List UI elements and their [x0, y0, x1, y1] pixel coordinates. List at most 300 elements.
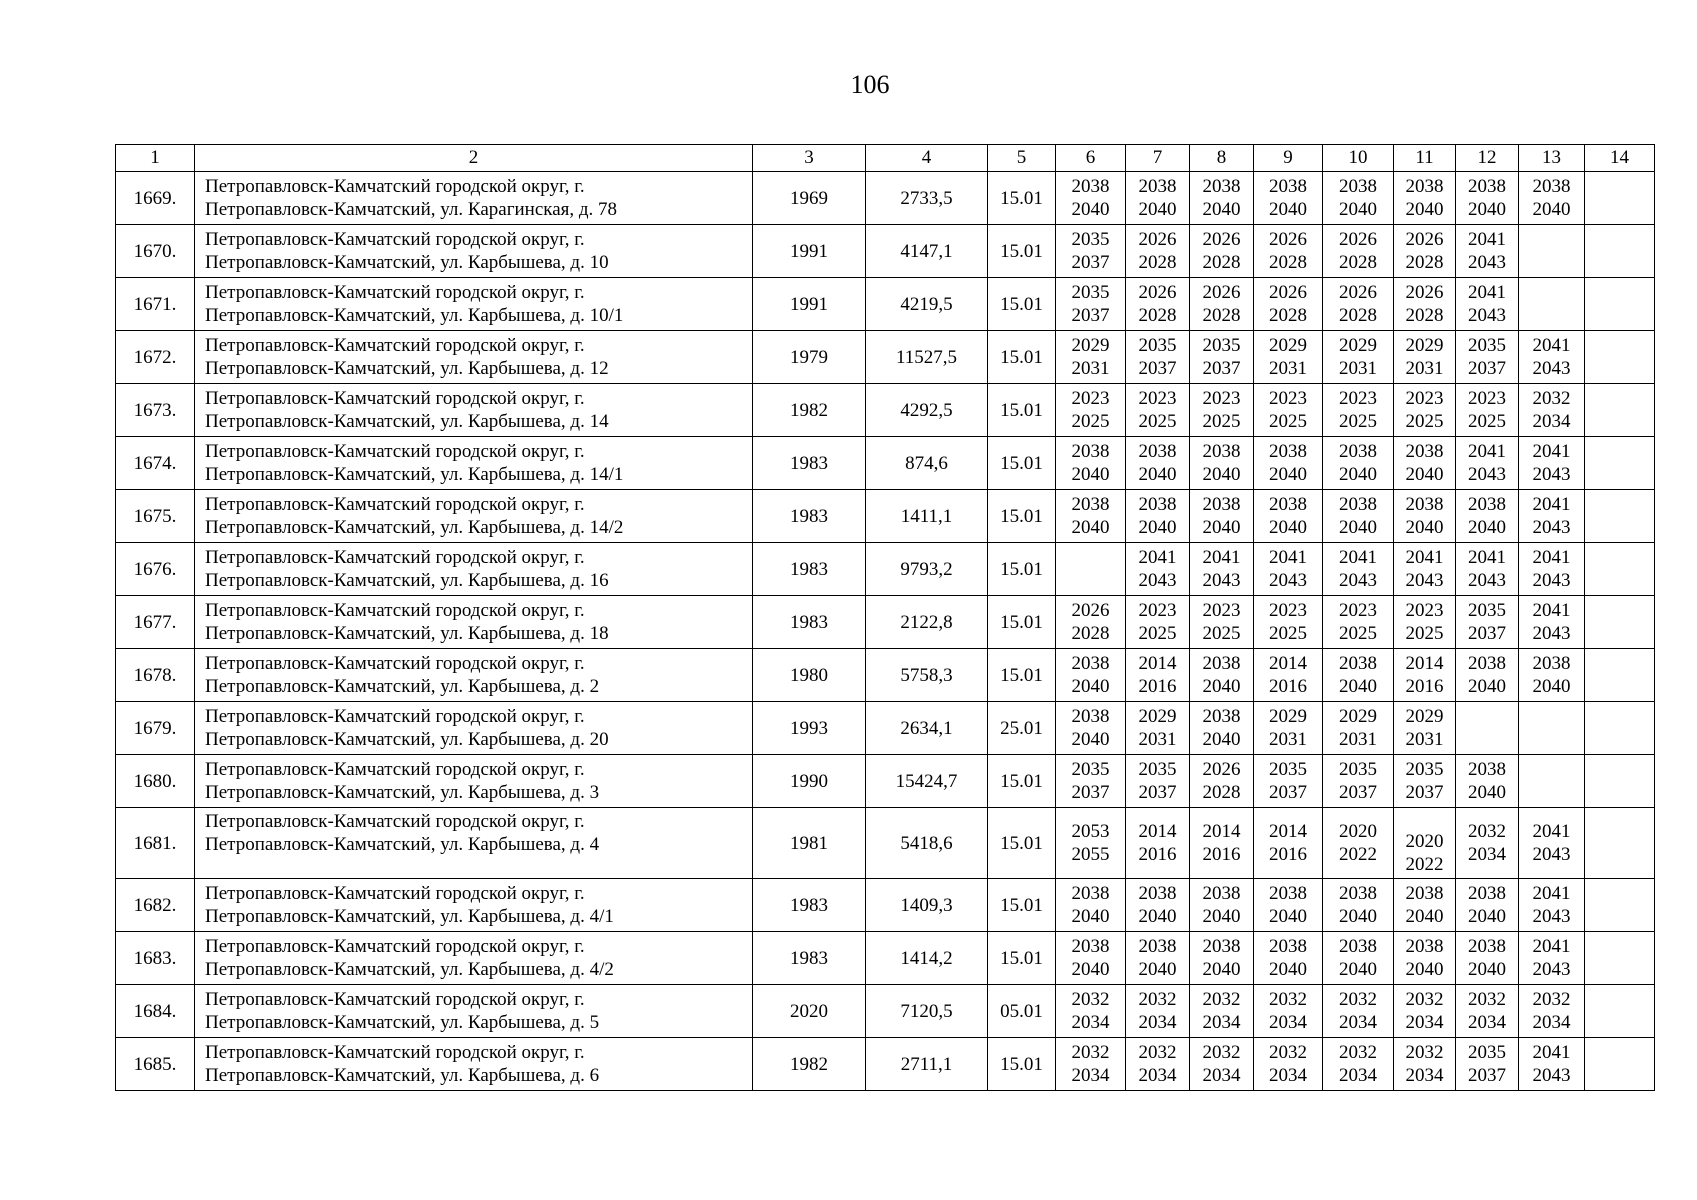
column-header: 5	[988, 145, 1056, 172]
row-number-cell	[116, 702, 195, 755]
period-cell	[1394, 331, 1456, 384]
code-cell	[988, 702, 1056, 755]
build-year: 1990	[790, 770, 828, 792]
period-year: 2038	[1202, 176, 1241, 197]
period-cell	[1190, 808, 1254, 879]
period-year: 2023	[1269, 388, 1307, 409]
build-year: 1983	[790, 947, 828, 969]
code-value: 25.01	[1000, 717, 1043, 739]
address-line: Петропавловск-Камчатский городской округ, г.	[205, 547, 585, 568]
column-header: 2	[195, 145, 753, 172]
period-year: 2032	[1202, 1042, 1241, 1063]
code-cell	[988, 278, 1056, 331]
period-year: 2034	[1269, 1012, 1307, 1033]
period-cell	[1323, 1038, 1394, 1091]
period-year: 2038	[1405, 883, 1444, 904]
address-cell	[195, 1038, 753, 1091]
period-year: 2043	[1532, 844, 1571, 865]
period-year: 2016	[1269, 844, 1307, 865]
period-cell	[1456, 702, 1519, 755]
period-year: 2038	[1071, 883, 1110, 904]
period-year: 2038	[1138, 176, 1177, 197]
address-line: Петропавловск-Камчатский городской округ, г.	[205, 936, 585, 957]
period-year: 2040	[1071, 464, 1110, 485]
period-year: 2028	[1405, 305, 1444, 326]
area-cell	[866, 879, 988, 932]
period-year: 2016	[1138, 844, 1177, 865]
period-cell	[1190, 596, 1254, 649]
year-cell	[753, 225, 866, 278]
address-line: Петропавловск-Камчатский, ул. Карбышева, д. 12	[205, 358, 609, 379]
period-year: 2038	[1405, 441, 1444, 462]
period-year: 2032	[1468, 989, 1506, 1010]
period-year: 2040	[1202, 729, 1241, 750]
period-year: 2034	[1468, 844, 1506, 865]
table-row	[116, 808, 1655, 879]
area-cell	[866, 649, 988, 702]
period-year: 2040	[1071, 959, 1110, 980]
period-cell	[1585, 437, 1655, 490]
period-cell	[1585, 649, 1655, 702]
period-year: 2031	[1269, 729, 1307, 750]
period-year: 2043	[1532, 517, 1571, 538]
period-cell	[1519, 172, 1585, 225]
address-line: Петропавловск-Камчатский, ул. Карбышева, д. 18	[205, 623, 609, 644]
period-cell	[1519, 490, 1585, 543]
row-number: 1676.	[133, 558, 177, 580]
build-year: 1981	[790, 832, 828, 854]
period-cell	[1456, 985, 1519, 1038]
build-year: 1991	[790, 240, 828, 262]
period-cell	[1056, 331, 1126, 384]
address-line: Петропавловск-Камчатский городской округ, г.	[205, 335, 585, 356]
period-year: 2038	[1202, 441, 1241, 462]
period-cell	[1456, 755, 1519, 808]
period-year: 2038	[1138, 936, 1177, 957]
column-header: 9	[1254, 145, 1323, 172]
period-cell	[1254, 596, 1323, 649]
period-year: 2043	[1468, 252, 1506, 273]
column-header: 14	[1585, 145, 1655, 172]
period-cell	[1394, 649, 1456, 702]
area-value: 2733,5	[900, 187, 953, 209]
address-cell	[195, 490, 753, 543]
period-cell	[1126, 879, 1190, 932]
address-line: Петропавловск-Камчатский городской округ, г.	[205, 388, 585, 409]
period-year: 2038	[1339, 176, 1377, 197]
period-cell	[1254, 490, 1323, 543]
period-year: 2040	[1202, 959, 1241, 980]
period-year: 2040	[1269, 517, 1307, 538]
period-year: 2038	[1405, 494, 1444, 515]
period-year: 2031	[1339, 729, 1377, 750]
address-cell	[195, 985, 753, 1038]
period-year: 2035	[1071, 229, 1110, 250]
period-year: 2041	[1532, 821, 1571, 842]
period-cell	[1585, 932, 1655, 985]
period-cell	[1585, 808, 1655, 879]
column-header: 12	[1456, 145, 1519, 172]
code-value: 15.01	[1000, 611, 1043, 633]
address-cell	[195, 879, 753, 932]
period-year: 2038	[1269, 936, 1307, 957]
period-year: 2040	[1339, 906, 1377, 927]
period-cell	[1323, 985, 1394, 1038]
period-year: 2043	[1269, 570, 1307, 591]
year-cell	[753, 755, 866, 808]
table-row	[116, 932, 1655, 985]
period-year: 2043	[1532, 358, 1571, 379]
period-cell	[1254, 543, 1323, 596]
area-cell	[866, 932, 988, 985]
address-line: Петропавловск-Камчатский, ул. Карбышева, д. 14/1	[205, 464, 624, 485]
period-year: 2038	[1532, 176, 1571, 197]
address-cell	[195, 225, 753, 278]
area-cell	[866, 808, 988, 879]
address-line: Петропавловск-Камчатский городской округ, г.	[205, 176, 585, 197]
period-year: 2043	[1202, 570, 1241, 591]
column-header: 7	[1126, 145, 1190, 172]
row-number-cell	[116, 225, 195, 278]
address-line: Петропавловск-Камчатский, ул. Карбышева, д. 14/2	[205, 517, 624, 538]
period-year: 2034	[1532, 1012, 1571, 1033]
period-year: 2040	[1468, 199, 1506, 220]
row-number-cell	[116, 808, 195, 879]
code-value: 15.01	[1000, 452, 1043, 474]
period-year: 2025	[1405, 411, 1444, 432]
period-cell	[1190, 649, 1254, 702]
period-year: 2041	[1468, 229, 1506, 250]
period-year: 2038	[1269, 494, 1307, 515]
period-cell	[1126, 490, 1190, 543]
period-cell	[1126, 649, 1190, 702]
period-cell	[1323, 702, 1394, 755]
period-year: 2026	[1405, 282, 1444, 303]
address-line: Петропавловск-Камчатский, ул. Карбышева, д. 4	[205, 834, 600, 855]
period-year: 2028	[1269, 252, 1307, 273]
area-cell	[866, 384, 988, 437]
year-cell	[753, 808, 866, 879]
period-year: 2025	[1269, 411, 1307, 432]
period-year: 2037	[1071, 252, 1110, 273]
period-year: 2032	[1138, 1042, 1177, 1063]
period-year: 2026	[1405, 229, 1444, 250]
period-year: 2043	[1532, 906, 1571, 927]
period-year: 2041	[1468, 547, 1506, 568]
period-cell	[1254, 225, 1323, 278]
period-cell	[1323, 172, 1394, 225]
period-cell	[1056, 596, 1126, 649]
period-year: 2014	[1269, 653, 1307, 674]
build-year: 1969	[790, 187, 828, 209]
code-cell	[988, 1038, 1056, 1091]
period-year: 2037	[1468, 623, 1506, 644]
area-value: 1409,3	[900, 894, 953, 916]
period-cell	[1585, 331, 1655, 384]
period-cell	[1126, 172, 1190, 225]
code-cell	[988, 596, 1056, 649]
period-year: 2020	[1339, 821, 1377, 842]
period-cell	[1519, 985, 1585, 1038]
period-year: 2025	[1138, 411, 1177, 432]
period-cell	[1394, 932, 1456, 985]
period-year: 2029	[1339, 335, 1377, 356]
period-year: 2032	[1468, 821, 1506, 842]
code-cell	[988, 384, 1056, 437]
row-number: 1672.	[133, 346, 177, 368]
period-year: 2040	[1071, 199, 1110, 220]
period-year: 2026	[1339, 229, 1377, 250]
address-line: Петропавловск-Камчатский городской округ, г.	[205, 282, 585, 303]
period-year: 2040	[1071, 729, 1110, 750]
period-year: 2043	[1468, 305, 1506, 326]
period-cell	[1056, 384, 1126, 437]
period-year: 2029	[1269, 335, 1307, 356]
period-year: 2038	[1138, 883, 1177, 904]
period-year: 2023	[1339, 388, 1377, 409]
table-row	[116, 879, 1655, 932]
year-cell	[753, 490, 866, 543]
period-year: 2040	[1405, 906, 1444, 927]
period-year: 2038	[1202, 494, 1241, 515]
period-cell	[1456, 808, 1519, 879]
address-line: Петропавловск-Камчатский, ул. Карбышева, д. 10/1	[205, 305, 624, 326]
table-row	[116, 543, 1655, 596]
period-cell	[1456, 543, 1519, 596]
period-year: 2014	[1269, 821, 1307, 842]
table-row	[116, 1038, 1655, 1091]
row-number-cell	[116, 172, 195, 225]
period-year: 2035	[1138, 759, 1177, 780]
period-year: 2041	[1339, 547, 1377, 568]
area-cell	[866, 1038, 988, 1091]
period-cell	[1394, 490, 1456, 543]
period-cell	[1456, 596, 1519, 649]
period-year: 2031	[1138, 729, 1177, 750]
period-year: 2041	[1532, 883, 1571, 904]
address-line: Петропавловск-Камчатский городской округ, г.	[205, 759, 585, 780]
code-value: 15.01	[1000, 770, 1043, 792]
period-year: 2028	[1339, 252, 1377, 273]
period-year: 2032	[1405, 989, 1444, 1010]
period-cell	[1056, 490, 1126, 543]
period-year: 2035	[1138, 335, 1177, 356]
row-number: 1677.	[133, 611, 177, 633]
period-cell	[1323, 596, 1394, 649]
period-year: 2035	[1071, 282, 1110, 303]
period-cell	[1323, 490, 1394, 543]
period-year: 2035	[1468, 335, 1506, 356]
period-year: 2028	[1071, 623, 1110, 644]
build-year: 1983	[790, 558, 828, 580]
period-year: 2040	[1138, 199, 1177, 220]
period-year: 2055	[1071, 844, 1110, 865]
period-year: 2038	[1468, 883, 1506, 904]
period-year: 2014	[1202, 821, 1241, 842]
period-cell	[1254, 172, 1323, 225]
period-cell	[1585, 384, 1655, 437]
period-cell	[1254, 879, 1323, 932]
period-year: 2028	[1269, 305, 1307, 326]
period-year: 2041	[1202, 547, 1241, 568]
period-year: 2040	[1138, 959, 1177, 980]
period-year: 2032	[1269, 1042, 1307, 1063]
area-value: 5758,3	[900, 664, 953, 686]
period-cell	[1254, 278, 1323, 331]
period-year: 2040	[1202, 464, 1241, 485]
period-year: 2040	[1339, 517, 1377, 538]
address-line: Петропавловск-Камчатский городской округ, г.	[205, 883, 585, 904]
area-value: 4292,5	[900, 399, 953, 421]
year-cell	[753, 384, 866, 437]
period-year: 2038	[1071, 936, 1110, 957]
row-number-cell	[116, 543, 195, 596]
period-year: 2026	[1138, 282, 1177, 303]
period-year: 2040	[1202, 199, 1241, 220]
row-number-cell	[116, 1038, 195, 1091]
area-value: 2634,1	[900, 717, 953, 739]
period-year: 2038	[1202, 653, 1241, 674]
period-cell	[1190, 879, 1254, 932]
row-number-cell	[116, 649, 195, 702]
address-cell	[195, 596, 753, 649]
row-number-cell	[116, 596, 195, 649]
table-row	[116, 985, 1655, 1038]
period-year: 2041	[1532, 441, 1571, 462]
period-cell	[1456, 932, 1519, 985]
register-table	[115, 144, 1655, 1091]
period-year: 2028	[1138, 305, 1177, 326]
period-year: 2034	[1532, 411, 1571, 432]
period-cell	[1056, 702, 1126, 755]
period-year: 2035	[1071, 759, 1110, 780]
period-year: 2040	[1339, 464, 1377, 485]
period-cell	[1323, 384, 1394, 437]
year-cell	[753, 1038, 866, 1091]
table-row	[116, 490, 1655, 543]
period-cell	[1056, 932, 1126, 985]
period-cell	[1394, 1038, 1456, 1091]
period-cell	[1323, 225, 1394, 278]
address-line: Петропавловск-Камчатский городской округ, г.	[205, 494, 585, 515]
period-cell	[1456, 649, 1519, 702]
table-row	[116, 384, 1655, 437]
period-year: 2043	[1468, 570, 1506, 591]
build-year: 1983	[790, 452, 828, 474]
period-year: 2041	[1532, 547, 1571, 568]
period-year: 2026	[1202, 229, 1241, 250]
period-year: 2029	[1269, 706, 1307, 727]
period-cell	[1394, 543, 1456, 596]
code-value: 15.01	[1000, 293, 1043, 315]
period-year: 2034	[1405, 1065, 1444, 1086]
period-year: 2023	[1202, 388, 1241, 409]
period-year: 2040	[1405, 517, 1444, 538]
row-number-cell	[116, 755, 195, 808]
period-cell	[1126, 1038, 1190, 1091]
row-number: 1680.	[133, 770, 177, 792]
period-year: 2038	[1071, 441, 1110, 462]
period-cell	[1585, 985, 1655, 1038]
period-cell	[1190, 543, 1254, 596]
period-year: 2023	[1468, 388, 1506, 409]
period-year: 2040	[1405, 199, 1444, 220]
period-year: 2022	[1339, 844, 1377, 865]
period-year: 2040	[1468, 906, 1506, 927]
period-year: 2038	[1468, 653, 1506, 674]
period-cell	[1456, 437, 1519, 490]
period-cell	[1519, 702, 1585, 755]
area-value: 1411,1	[900, 505, 953, 527]
period-cell	[1456, 331, 1519, 384]
period-year: 2037	[1468, 358, 1506, 379]
period-year: 2031	[1339, 358, 1377, 379]
period-cell	[1126, 702, 1190, 755]
period-year: 2043	[1532, 1065, 1571, 1086]
period-year: 2037	[1405, 782, 1444, 803]
code-value: 15.01	[1000, 664, 1043, 686]
period-year: 2040	[1532, 676, 1571, 697]
period-cell	[1254, 331, 1323, 384]
period-year: 2040	[1405, 464, 1444, 485]
period-year: 2043	[1405, 570, 1444, 591]
period-cell	[1056, 172, 1126, 225]
period-cell	[1519, 543, 1585, 596]
address-line: Петропавловск-Камчатский, ул. Карбышева, д. 4/2	[205, 959, 614, 980]
period-year: 2040	[1339, 199, 1377, 220]
period-year: 2025	[1405, 623, 1444, 644]
period-cell	[1519, 649, 1585, 702]
period-year: 2023	[1138, 600, 1177, 621]
area-cell	[866, 278, 988, 331]
period-year: 2037	[1339, 782, 1377, 803]
period-year: 2028	[1405, 252, 1444, 273]
period-year: 2014	[1138, 821, 1177, 842]
area-cell	[866, 437, 988, 490]
period-year: 2034	[1202, 1012, 1241, 1033]
period-cell	[1126, 808, 1190, 879]
period-year: 2043	[1339, 570, 1377, 591]
period-cell	[1056, 649, 1126, 702]
address-cell	[195, 331, 753, 384]
period-year: 2016	[1405, 676, 1444, 697]
area-value: 15424,7	[895, 770, 958, 792]
period-cell	[1056, 278, 1126, 331]
period-year: 2038	[1405, 936, 1444, 957]
address-cell	[195, 437, 753, 490]
period-cell	[1585, 596, 1655, 649]
code-cell	[988, 808, 1056, 879]
period-year: 2040	[1202, 676, 1241, 697]
period-cell	[1190, 172, 1254, 225]
period-cell	[1126, 985, 1190, 1038]
table-row	[116, 225, 1655, 278]
period-cell	[1394, 985, 1456, 1038]
row-number: 1674.	[133, 452, 177, 474]
period-cell	[1323, 808, 1394, 879]
period-year: 2038	[1269, 176, 1307, 197]
area-value: 9793,2	[900, 558, 953, 580]
period-cell	[1254, 1038, 1323, 1091]
address-line: Петропавловск-Камчатский городской округ, г.	[205, 706, 585, 727]
period-year: 2040	[1468, 782, 1506, 803]
area-cell	[866, 172, 988, 225]
address-line: Петропавловск-Камчатский, ул. Карбышева, д. 14	[205, 411, 609, 432]
build-year: 1980	[790, 664, 828, 686]
period-cell	[1056, 543, 1126, 596]
period-cell	[1519, 331, 1585, 384]
period-cell	[1519, 278, 1585, 331]
